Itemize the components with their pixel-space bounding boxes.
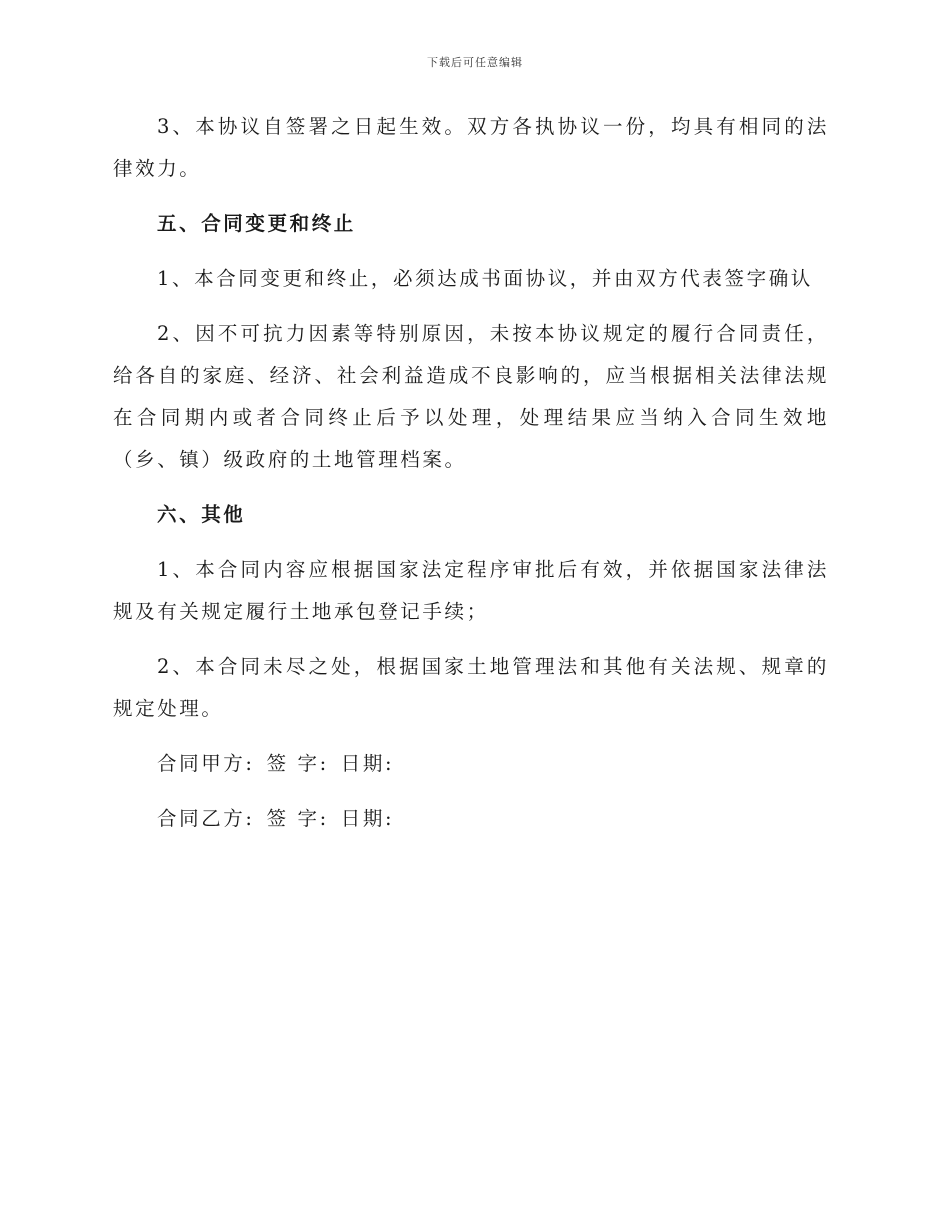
party-a-label: 合同甲方: (157, 752, 255, 775)
signature-line-party-a (113, 743, 829, 785)
clause-effective: 3、本协议自签署之日起生效。双方各执协议一份，均具有相同的法律效力。 (113, 115, 829, 180)
clause-force-majeure: 2、因不可抗力因素等特别原因，未按本协议规定的履行合同责任，给各自的家庭、经济、社会利益造成不良影响的，应当根据相关法律法规在合同期内或者合同终止后予以处理，处理结果应当纳入合同生效地（乡、镇）级政府的土地管理档案。 (113, 322, 829, 471)
section-heading-other: 六、其他 (157, 503, 246, 526)
clause-change-written-agreement: 1、本合同变更和终止，必须达成书面协议，并由双方代表签字确认 (157, 267, 813, 290)
party-a-sign-label: 签 字: (266, 752, 329, 775)
document-body (113, 106, 829, 853)
party-a-date-label: 日期: (340, 752, 395, 775)
section-heading-change-termination: 五、合同变更和终止 (157, 212, 356, 235)
page-header: 下载后可任意编辑 (427, 56, 523, 69)
party-b-date-label: 日期: (340, 807, 395, 830)
party-b-label: 合同乙方: (157, 807, 255, 830)
signature-line-party-b (113, 798, 829, 840)
clause-unaddressed-matters: 2、本合同未尽之处，根据国家土地管理法和其他有关法规、规章的规定处理。 (113, 655, 829, 720)
clause-approval-registration: 1、本合同内容应根据国家法定程序审批后有效，并依据国家法律法规及有关规定履行土地承包登记手续； (113, 558, 829, 623)
party-b-sign-label: 签 字: (266, 807, 329, 830)
